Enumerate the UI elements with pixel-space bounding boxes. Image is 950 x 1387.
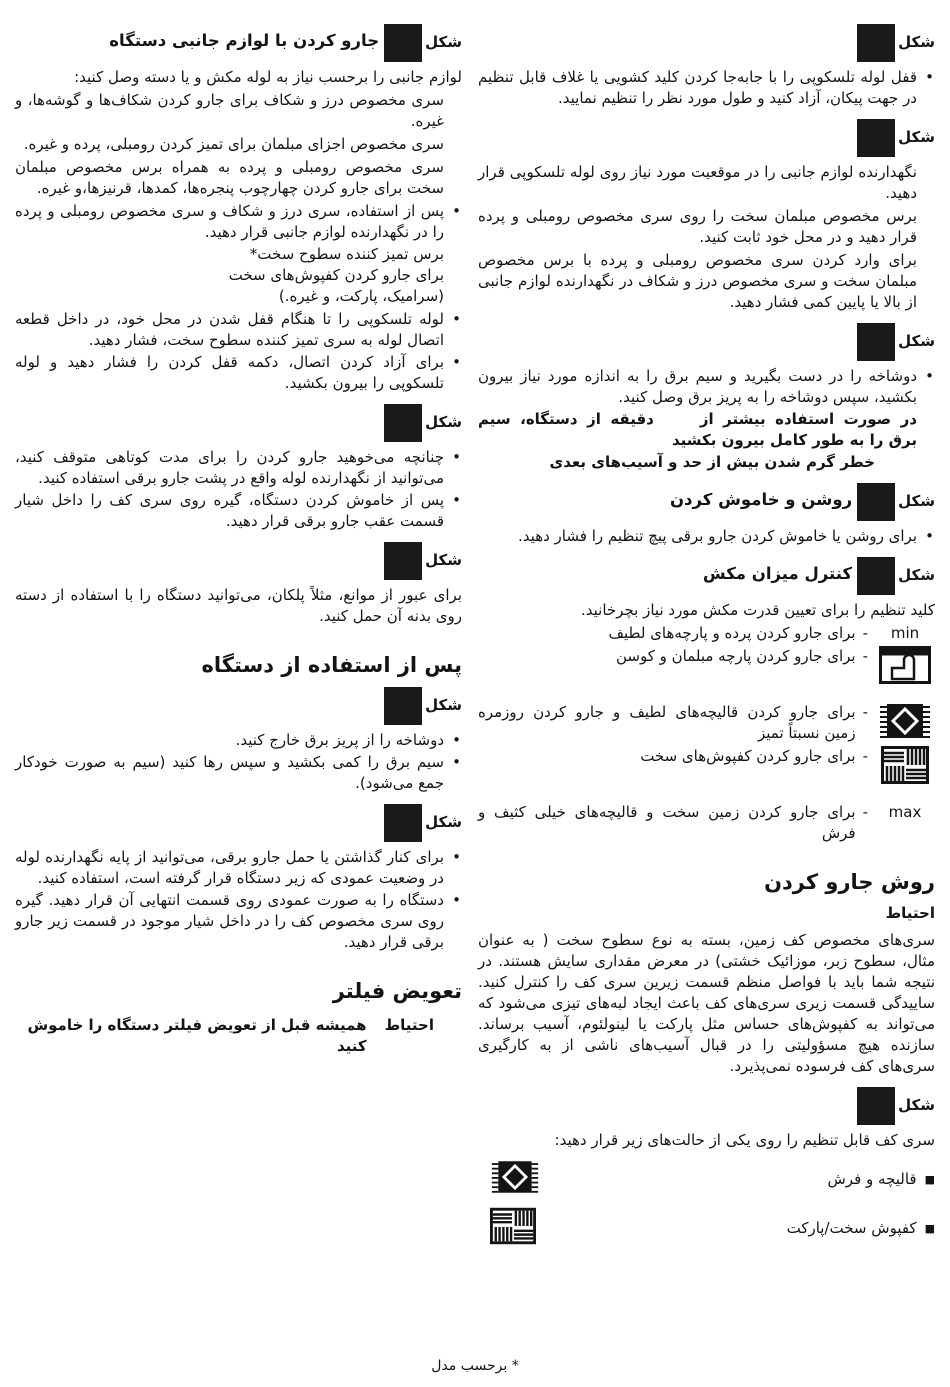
figure-marker [478, 483, 935, 521]
figure-label: شكل [898, 332, 935, 350]
bullet-item [478, 366, 935, 408]
figure-marker [15, 404, 462, 442]
suction-setting-row [478, 746, 935, 784]
dash: - [862, 647, 868, 665]
paragraph: برس مخصوص مبلمان سخت را روی سری مخصوص رومبلی و پرده قرار دهید و در محل خود ثابت کنید. [478, 207, 917, 246]
sofa-icon [875, 646, 935, 684]
floor-mode-text [827, 1170, 935, 1188]
square-bullet: ■ [924, 1221, 935, 1235]
figure-marker [15, 542, 462, 580]
bullet-text: سیم برق را کمی بکشید و سپس رها کنید (سیم به صورت خودکار جمع می‌شود). [15, 753, 444, 792]
spacer [478, 786, 935, 800]
suction-setting-row [478, 802, 935, 844]
carpet-icon [490, 1159, 540, 1199]
bullet-dot: • [452, 848, 461, 866]
warning-line: خطر گرم شدن بیش از حد و آسیب‌های بعدی [549, 453, 875, 471]
bullet-dot: • [925, 527, 934, 545]
bullet-text: دوشاخه را از پریز برق خارج کنید. [235, 731, 444, 749]
filter-caution-line [15, 1015, 462, 1057]
figure-marker [478, 1087, 935, 1125]
bullet-item [478, 526, 935, 547]
carpet-icon [875, 702, 935, 740]
section-heading-filter-change: تعویض فیلتر [332, 979, 462, 1003]
bullet-text: پس از استفاده، سری درز و شکاف و سری مخصوص رومبلی و پرده را در نگهدارنده لوازم جانبی قرار دهید. [15, 202, 444, 241]
figure-number-placeholder [857, 119, 895, 157]
figure-marker [15, 24, 462, 62]
paragraph: سری مخصوص رومبلی و پرده به همراه برس مخصوص مبلمان سخت برای جارو کردن چهارچوب پنجره‌ها، کمدها، قرنیزها،و غیره. [15, 158, 444, 197]
setting-text: برای جارو کردن کفپوش‌های سخت [640, 747, 856, 765]
dash: - [862, 747, 868, 765]
square-bullet: ■ [924, 1172, 935, 1186]
paragraph: سری کف قابل تنظیم را روی یکی از حالت‌های زیر قرار دهید: [554, 1131, 935, 1149]
bullet-item [15, 201, 462, 243]
bullet-item [15, 847, 462, 889]
paragraph: نگهدارنده لوازم جانبی را در موقعیت مورد نیاز روی لوله تلسکوپی قرار دهید. [478, 163, 917, 202]
figure-number-placeholder [384, 404, 422, 442]
bullet-item [15, 352, 462, 394]
bullet-item [15, 490, 462, 532]
dash: - [862, 703, 868, 721]
figure-marker [15, 687, 462, 725]
figure-label: شكل [898, 566, 935, 584]
paragraph: سری مخصوص اجزای مبلمان برای تمیز کردن رومبلی، پرده و غیره. [23, 135, 444, 153]
paragraph: (سرامیک، پارکت، و غیره.) [278, 287, 444, 305]
warning-line [478, 409, 935, 451]
bullet-item [15, 447, 462, 489]
bullet-text: چنانچه می‌خوهید جارو کردن را برای مدت کوتاهی متوقف کنید، می‌توانید از نگهدارنده لوله واقع در پشت جارو برقی استفاده کنید. [15, 448, 444, 487]
model-footnote: * برحسب مدل [431, 1358, 519, 1374]
dash: - [862, 803, 868, 821]
paragraph: سری مخصوص درز و شکاف برای جارو کردن شکاف‌ها و گوشه‌ها، و غیره. [15, 91, 444, 130]
section-title: روشن و خاموش کردن [669, 490, 853, 509]
bullet-text: پس از خاموش کردن دستگاه، گیره روی سری کف را داخل شیار قسمت عقب جارو برقی قرار دهید. [15, 491, 444, 530]
bullet-dot: • [452, 448, 461, 466]
suction-setting-row [478, 646, 935, 684]
figure-label: شكل [425, 551, 462, 569]
caution-label: احتیاط [885, 904, 935, 922]
setting-text: برای جارو کردن قالیچه‌های لطیف و جارو کردن روزمره زمین نسبتاً تمیز [478, 703, 856, 742]
bullet-dot: • [925, 367, 934, 385]
paragraph: برای عبور از موانع، مثلاً پلکان، می‌توانید دستگاه را با استفاده از دسته روی بدنه آن حمل کنید. [15, 586, 462, 625]
parquet-icon [875, 746, 935, 784]
figure-number-placeholder [384, 804, 422, 842]
bullet-dot: • [452, 353, 461, 371]
bullet-dot: • [452, 202, 461, 220]
setting-text: برای جارو کردن زمین سخت و قالیچه‌های خیلی کثیف و فرش [478, 803, 856, 842]
figure-label: شكل [425, 813, 462, 831]
figure-number-placeholder [384, 24, 422, 62]
figure-number-placeholder [857, 24, 895, 62]
caution-text: همیشه قبل از تعویض فیلتر دستگاه را خاموش کنید [27, 1016, 367, 1055]
bullet-text: برای روشن یا خاموش کردن جارو برقی پیچ تنظیم را فشار دهید. [518, 527, 917, 545]
bullet-text: دستگاه را به صورت عمودی روی قسمت انتهایی آن قرار دهید. گیره روی سری مخصوص کف را در داخل شیار موجود در قسمت زیر جارو برقی قرار دهید. [15, 891, 444, 951]
bullet-item [15, 752, 462, 794]
paragraph: برای جارو کردن کفپوش‌های سخت [228, 266, 444, 284]
bullet-text: برای کنار گذاشتن یا حمل جارو برقی، می‌توانید از پایه نگهدارنده لوله در وضعیت عمودی که زیر دستگاه قرار گرفته است، استفاده کنید. [15, 848, 444, 887]
bullet-dot: • [452, 310, 461, 328]
floor-mode-label: قالیچه و فرش [827, 1170, 917, 1188]
bullet-dot: • [452, 891, 461, 909]
floor-mode-label: کفپوش سخت/پارکت [786, 1219, 917, 1237]
spacer [478, 686, 935, 700]
bullet-text: لوله تلسکوپی را تا هنگام قفل شدن در محل خود، در داخل قطعه اتصال لوله به سری تمیز کننده سطوح سخت، فشار دهید. [15, 310, 444, 349]
floor-mode-text [787, 1219, 935, 1237]
bullet-item [478, 67, 935, 109]
section-title: جارو کردن با لوازم جانبی دستگاه [109, 31, 380, 50]
figure-number-placeholder [384, 542, 422, 580]
column-left [15, 24, 462, 1057]
bullet-dot: • [925, 68, 934, 86]
section-title: کنترل میزان مکش [702, 564, 853, 583]
caution-paragraph: سری‌های مخصوص کف زمین، بسته به نوع سطوح سخت ( به عنوان مثال، سطوح زبر، موزائیک خشتی) در معرض مقداری سایش هستند. در نتیجه شما باید با فواصل منظم قسمت زیرین سری کف را کنترل کنید. ساییدگی قسمت زیری سری‌های کف باعث ایجاد لبه‌های تیزی می‌شود که می‌تواند به کفپوش‌های حساس مثل پارکت یا لینولئوم، آسیب برساند. سازنده هیچ مسؤولیتی را در قبال آسیب‌های ناشی از به کارگیری سری‌های کف فرسوده نمی‌پذیرد. [478, 931, 935, 1075]
setting-text: برای جارو کردن پارچه مبلمان و کوسن [615, 647, 856, 665]
bullet-text: برای آزاد کردن اتصال، دکمه قفل کردن را فشار دهید و لوله تلسکوپی را بیرون بکشید. [15, 353, 444, 392]
figure-number-placeholder [857, 323, 895, 361]
bullet-dot: • [452, 753, 461, 771]
figure-label: شكل [898, 1096, 935, 1114]
figure-label: شكل [425, 33, 462, 51]
bullet-dot: • [452, 731, 461, 749]
figure-marker [478, 557, 935, 595]
figure-label: شكل [425, 696, 462, 714]
paragraph: کلید تنظیم را برای تعیین قدرت مکش مورد نیاز بچرخانید. [581, 601, 935, 619]
figure-label: شكل [898, 492, 935, 510]
suction-setting-row [478, 623, 935, 644]
warning-text-part1: در صورت استفاده بیشتر از [699, 410, 917, 428]
caution-label: احتیاط [384, 1016, 434, 1034]
bullet-text: قفل لوله تلسکوپی را با جابه‌جا کردن کلید کشویی یا غلاف قابل تنظیم در جهت پیکان، آزاد کنید و طول مورد نظر را تنظیم نمایید. [478, 68, 917, 107]
figure-marker [478, 323, 935, 361]
figure-number-placeholder [384, 687, 422, 725]
bullet-item [15, 890, 462, 953]
figure-marker [478, 119, 935, 157]
floor-mode-row [478, 1207, 935, 1249]
max-label: max [888, 803, 922, 821]
paragraph: برای وارد کردن سری مخصوص رومبلی و پرده با برس مخصوص مبلمان سخت و سری مخصوص درز و شکاف در نگهدارنده لوازم جانبی از بالا یا پایین کمی فشار دهید. [478, 251, 917, 311]
parquet-icon [490, 1207, 536, 1249]
paragraph: لوازم جانبی را برحسب نیاز به لوله مکش و یا دسته وصل کنید: [74, 68, 462, 86]
figure-number-placeholder [857, 1087, 895, 1125]
setting-text: برای جارو کردن پرده و پارچه‌های لطیف [608, 624, 856, 642]
figure-label: شكل [425, 413, 462, 431]
figure-number-placeholder [857, 483, 895, 521]
figure-label: شكل [898, 128, 935, 146]
bullet-item [15, 309, 462, 351]
figure-number-placeholder [857, 557, 895, 595]
min-label: min [890, 624, 920, 642]
floor-mode-row [478, 1159, 935, 1199]
bullet-text: دوشاخه را در دست بگیرید و سیم برق را به اندازه مورد نیاز بیرون بکشید، سپس دوشاخه را به پریز برق وصل کنید. [478, 367, 917, 406]
dash: - [862, 624, 868, 642]
warning-text-part2: دقیقه از دستگاه، سیم برق را به طور کامل بیرون بکشید [478, 410, 917, 449]
figure-marker [15, 804, 462, 842]
section-heading-after-use: پس از استفاده از دستگاه [201, 653, 462, 677]
bullet-item [15, 730, 462, 751]
figure-label: شكل [898, 33, 935, 51]
paragraph: برس تمیز کننده سطوح سخت* [249, 245, 444, 263]
figure-marker [478, 24, 935, 62]
suction-setting-row [478, 702, 935, 744]
column-right [478, 24, 935, 1257]
bullet-dot: • [452, 491, 461, 509]
section-heading-vacuum-method: روش جارو کردن [764, 870, 935, 894]
